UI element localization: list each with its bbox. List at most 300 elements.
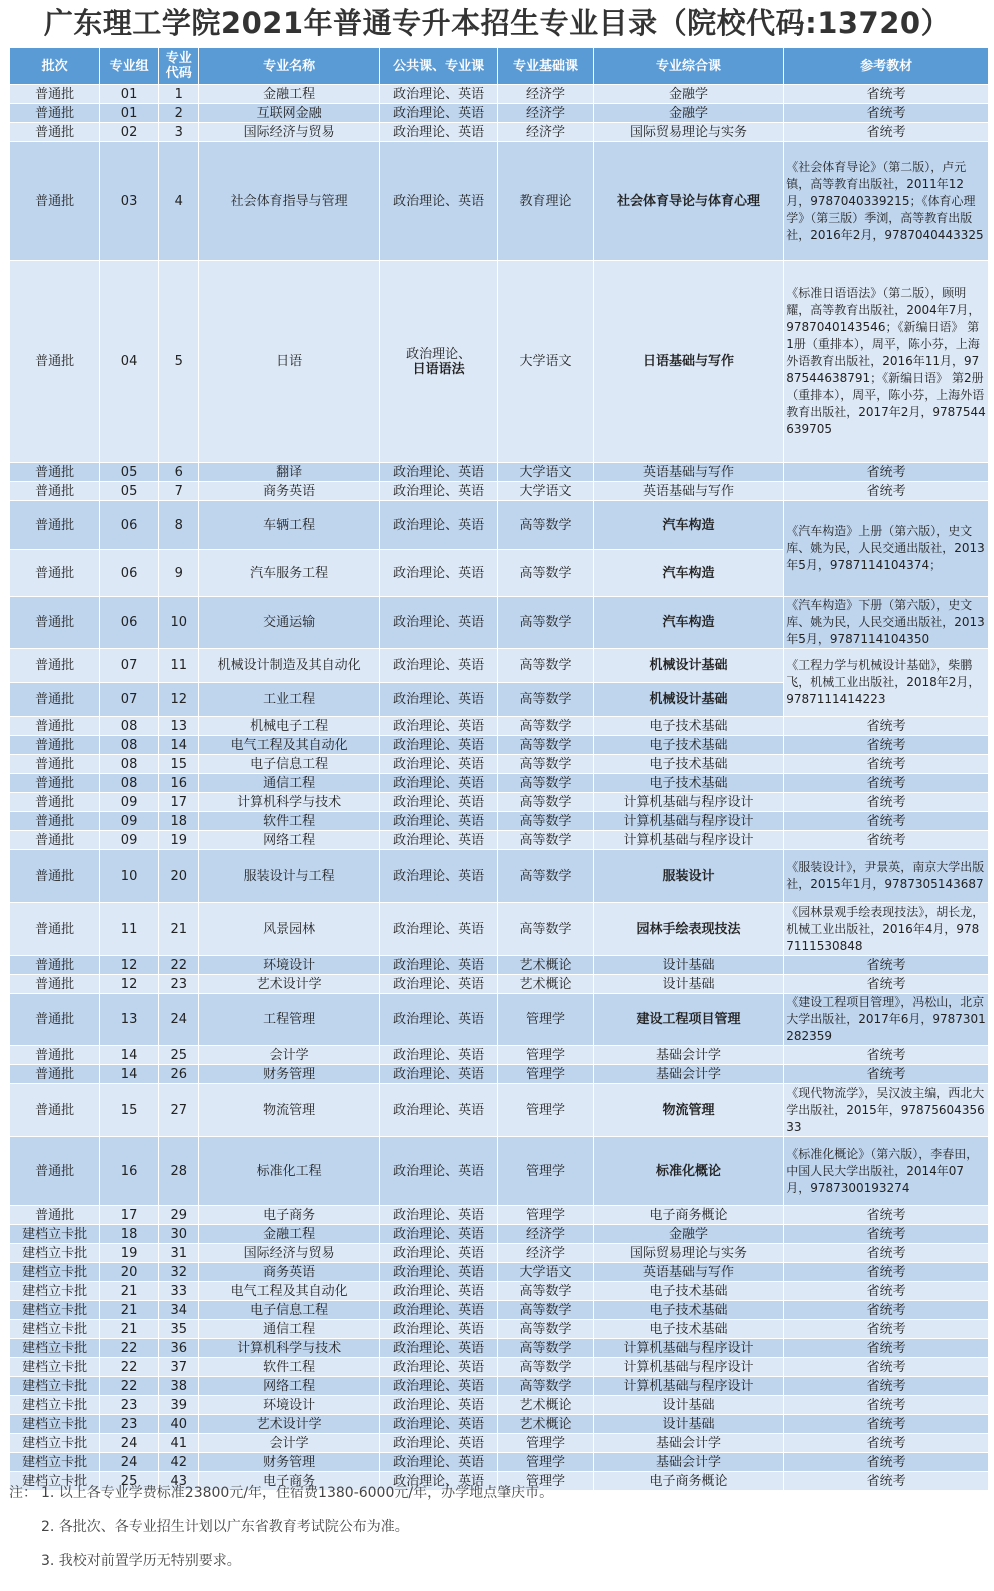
cell-comprehensive: 国际贸易理论与实务 (593, 123, 784, 142)
cell-public: 政治理论、英语 (379, 1225, 498, 1244)
note-prefix: 注： (9, 1485, 37, 1501)
cell-basic: 高等数学 (498, 812, 593, 831)
table-row (10, 1244, 989, 1263)
cell-code: 5 (158, 261, 199, 463)
cell-code: 34 (158, 1301, 199, 1320)
cell-comprehensive: 国际贸易理论与实务 (593, 1244, 784, 1263)
cell-name: 电子商务 (199, 1472, 379, 1491)
table-row (10, 1396, 989, 1415)
cell-comprehensive: 基础会计学 (593, 1065, 784, 1084)
cell-code: 9 (158, 550, 199, 597)
cell-batch: 普通批 (10, 597, 100, 649)
cell-textbook: 省统考 (784, 1358, 989, 1377)
header-code-label: 专业代码 (165, 51, 192, 81)
header-public: 公共课、专业课 (379, 48, 498, 85)
cell-batch: 普通批 (10, 975, 100, 994)
cell-public: 政治理论、英语 (379, 755, 498, 774)
cell-public: 政治理论、英语 (379, 994, 498, 1046)
cell-name: 金融工程 (199, 85, 379, 104)
cell-code: 2 (158, 104, 199, 123)
cell-public: 政治理论、英语 (379, 774, 498, 793)
table-row (10, 1415, 989, 1434)
cell-basic: 高等数学 (498, 736, 593, 755)
cell-group: 04 (100, 261, 159, 463)
cell-code: 17 (158, 793, 199, 812)
cell-comprehensive: 建设工程项目管理 (593, 994, 784, 1046)
cell-public: 政治理论、英语 (379, 1301, 498, 1320)
table-row (10, 831, 989, 850)
cell-name: 通信工程 (199, 1320, 379, 1339)
cell-public: 政治理论、英语 (379, 1282, 498, 1301)
cell-name: 车辆工程 (199, 501, 379, 550)
cell-name: 网络工程 (199, 1377, 379, 1396)
cell-name: 汽车服务工程 (199, 550, 379, 597)
cell-comprehensive: 日语基础与写作 (593, 261, 784, 463)
header-batch: 批次 (10, 48, 100, 85)
cell-textbook: 省统考 (784, 1225, 989, 1244)
cell-name: 工业工程 (199, 683, 379, 717)
header-code (158, 48, 199, 85)
cell-basic: 管理学 (498, 1137, 593, 1206)
cell-textbook: 省统考 (784, 736, 989, 755)
cell-group: 07 (100, 683, 159, 717)
cell-code: 27 (158, 1084, 199, 1137)
header-textbook: 参考教材 (784, 48, 989, 85)
table-row (10, 1453, 989, 1472)
cell-basic: 管理学 (498, 994, 593, 1046)
cell-batch: 普通批 (10, 1206, 100, 1225)
note-item: 1. 以上各专业学费标准23800元/年，住宿费1380-6000元/年，办学地点肇庆市。 (41, 1485, 554, 1501)
note-line (9, 1478, 989, 1512)
cell-batch: 建档立卡批 (10, 1282, 100, 1301)
cell-textbook: 省统考 (784, 755, 989, 774)
cell-name: 艺术设计学 (199, 1415, 379, 1434)
cell-group: 14 (100, 1046, 159, 1065)
cell-code: 7 (158, 482, 199, 501)
cell-name: 软件工程 (199, 812, 379, 831)
cell-comprehensive: 电子商务概论 (593, 1472, 784, 1491)
cell-code: 33 (158, 1282, 199, 1301)
cell-name: 物流管理 (199, 1084, 379, 1137)
cell-batch: 建档立卡批 (10, 1415, 100, 1434)
cell-name: 机械设计制造及其自动化 (199, 649, 379, 683)
cell-textbook: 省统考 (784, 1453, 989, 1472)
cell-public: 政治理论、英语 (379, 1453, 498, 1472)
table-row (10, 1377, 989, 1396)
cell-name: 工程管理 (199, 994, 379, 1046)
cell-basic: 高等数学 (498, 793, 593, 812)
cell-group: 09 (100, 812, 159, 831)
cell-public: 政治理论、英语 (379, 501, 498, 550)
cell-batch: 普通批 (10, 649, 100, 683)
cell-batch: 普通批 (10, 1065, 100, 1084)
note-item: 3. 我校对前置学历无特别要求。 (41, 1553, 241, 1569)
cell-name: 计算机科学与技术 (199, 793, 379, 812)
cell-comprehensive: 金融学 (593, 85, 784, 104)
cell-batch: 普通批 (10, 261, 100, 463)
cell-textbook: 省统考 (784, 1301, 989, 1320)
cell-batch: 普通批 (10, 774, 100, 793)
cell-textbook: 《汽车构造》上册（第六版），史文库、姚为民，人民交通出版社，2013年5月，9787114104374； (784, 501, 989, 597)
cell-group: 06 (100, 597, 159, 649)
cell-group: 15 (100, 1084, 159, 1137)
cell-comprehensive: 基础会计学 (593, 1046, 784, 1065)
table-row (10, 142, 989, 261)
note-item: 2. 各批次、各专业招生计划以广东省教育考试院公布为准。 (41, 1519, 409, 1535)
cell-textbook: 省统考 (784, 975, 989, 994)
cell-group: 18 (100, 1225, 159, 1244)
table-row (10, 1206, 989, 1225)
cell-code: 38 (158, 1377, 199, 1396)
cell-basic: 大学语文 (498, 463, 593, 482)
cell-name: 电子信息工程 (199, 1301, 379, 1320)
cell-group: 16 (100, 1137, 159, 1206)
cell-textbook: 《标准日语语法》（第二版），顾明耀，高等教育出版社，2004年7月，9787040143546；《新编日语》 第1册（重排本），周平，陈小芬，上海外语教育出版社，2016年11月，9787544638791；《新编日语》 第2册（重排本），周平，陈小芬，上海外语教育出版社，2017年2月，9787544639705 (784, 261, 989, 463)
cell-basic: 高等数学 (498, 1377, 593, 1396)
cell-comprehensive: 计算机基础与程序设计 (593, 793, 784, 812)
cell-code: 41 (158, 1434, 199, 1453)
cell-group: 06 (100, 550, 159, 597)
cell-name: 商务英语 (199, 1263, 379, 1282)
cell-public: 政治理论、英语 (379, 1263, 498, 1282)
cell-textbook: 《标准化概论》（第六版），李春田，中国人民大学出版社，2014年07月，9787300193274 (784, 1137, 989, 1206)
cell-name: 国际经济与贸易 (199, 123, 379, 142)
table-row (10, 501, 989, 550)
cell-code: 15 (158, 755, 199, 774)
cell-basic: 艺术概论 (498, 1396, 593, 1415)
cell-basic: 管理学 (498, 1046, 593, 1065)
cell-public: 政治理论、英语 (379, 1244, 498, 1263)
cell-public: 政治理论、英语 (379, 1358, 498, 1377)
cell-name: 风景园林 (199, 903, 379, 956)
table-row (10, 1358, 989, 1377)
cell-public: 政治理论、英语 (379, 683, 498, 717)
cell-basic: 经济学 (498, 1244, 593, 1263)
cell-basic: 高等数学 (498, 1282, 593, 1301)
cell-group: 03 (100, 142, 159, 261)
cell-public: 政治理论、英语 (379, 736, 498, 755)
cell-code: 18 (158, 812, 199, 831)
cell-basic: 管理学 (498, 1084, 593, 1137)
cell-basic: 高等数学 (498, 903, 593, 956)
cell-name: 翻译 (199, 463, 379, 482)
cell-comprehensive: 汽车构造 (593, 501, 784, 550)
cell-basic: 艺术概论 (498, 975, 593, 994)
cell-code: 14 (158, 736, 199, 755)
cell-basic: 高等数学 (498, 501, 593, 550)
table-row (10, 261, 989, 463)
table-row (10, 1282, 989, 1301)
cell-name: 艺术设计学 (199, 975, 379, 994)
cell-comprehensive: 服装设计 (593, 850, 784, 903)
cell-comprehensive: 电子技术基础 (593, 755, 784, 774)
table-row (10, 123, 989, 142)
cell-textbook: 省统考 (784, 1244, 989, 1263)
cell-batch: 普通批 (10, 831, 100, 850)
cell-textbook: 省统考 (784, 1396, 989, 1415)
header-group: 专业组 (100, 48, 159, 85)
cell-code: 28 (158, 1137, 199, 1206)
cell-name: 日语 (199, 261, 379, 463)
cell-comprehensive: 基础会计学 (593, 1434, 784, 1453)
cell-comprehensive: 电子技术基础 (593, 1301, 784, 1320)
cell-textbook: 省统考 (784, 1339, 989, 1358)
cell-textbook: 省统考 (784, 1472, 989, 1491)
cell-public: 政治理论、英语 (379, 123, 498, 142)
cell-group: 12 (100, 975, 159, 994)
cell-comprehensive: 计算机基础与程序设计 (593, 1339, 784, 1358)
cell-batch: 普通批 (10, 683, 100, 717)
cell-code: 1 (158, 85, 199, 104)
cell-code: 31 (158, 1244, 199, 1263)
cell-batch: 建档立卡批 (10, 1244, 100, 1263)
table-row (10, 975, 989, 994)
cell-name: 机械电子工程 (199, 717, 379, 736)
cell-basic: 大学语文 (498, 482, 593, 501)
page-title: 广东理工学院2021年普通专升本招生专业目录（院校代码:13720） (43, 6, 951, 40)
cell-batch: 普通批 (10, 994, 100, 1046)
cell-textbook: 省统考 (784, 1415, 989, 1434)
cell-basic: 高等数学 (498, 850, 593, 903)
cell-group: 06 (100, 501, 159, 550)
cell-batch: 建档立卡批 (10, 1396, 100, 1415)
cell-textbook: 《现代物流学》，吴汉波主编，西北大学出版社，2015年，9787560435633 (784, 1084, 989, 1137)
cell-group: 09 (100, 793, 159, 812)
cell-batch: 建档立卡批 (10, 1263, 100, 1282)
cell-basic: 高等数学 (498, 550, 593, 597)
cell-comprehensive: 电子技术基础 (593, 736, 784, 755)
cell-basic: 高等数学 (498, 774, 593, 793)
cell-public: 政治理论、英语 (379, 956, 498, 975)
cell-public: 政治理论、英语 (379, 903, 498, 956)
note-line (9, 1512, 989, 1546)
cell-group: 13 (100, 994, 159, 1046)
cell-textbook: 《服装设计》，尹景英，南京大学出版社，2015年1月，9787305143687 (784, 850, 989, 903)
cell-group: 14 (100, 1065, 159, 1084)
cell-comprehensive: 设计基础 (593, 975, 784, 994)
cell-group: 21 (100, 1301, 159, 1320)
cell-public: 政治理论、英语 (379, 812, 498, 831)
note-line (9, 1546, 989, 1580)
cell-textbook: 省统考 (784, 463, 989, 482)
cell-code: 40 (158, 1415, 199, 1434)
cell-group: 09 (100, 831, 159, 850)
cell-basic: 高等数学 (498, 1320, 593, 1339)
cell-basic: 经济学 (498, 104, 593, 123)
cell-comprehensive: 计算机基础与程序设计 (593, 831, 784, 850)
table-row (10, 956, 989, 975)
cell-textbook: 《社会体育导论》（第二版），卢元镇，高等教育出版社，2011年12月，9787040339215；《体育心理学》（第三版）季浏，高等教育出版社，2016年2月，9787040443325 (784, 142, 989, 261)
cell-code: 42 (158, 1453, 199, 1472)
cell-batch: 建档立卡批 (10, 1320, 100, 1339)
cell-public: 政治理论、英语 (379, 1206, 498, 1225)
table-row (10, 482, 989, 501)
cell-group: 05 (100, 463, 159, 482)
cell-batch: 建档立卡批 (10, 1377, 100, 1396)
cell-comprehensive: 电子技术基础 (593, 1282, 784, 1301)
cell-textbook: 省统考 (784, 812, 989, 831)
cell-group: 08 (100, 717, 159, 736)
cell-textbook: 省统考 (784, 1282, 989, 1301)
cell-code: 36 (158, 1339, 199, 1358)
cell-textbook: 省统考 (784, 1046, 989, 1065)
cell-comprehensive: 计算机基础与程序设计 (593, 1358, 784, 1377)
cell-name: 网络工程 (199, 831, 379, 850)
cell-code: 3 (158, 123, 199, 142)
cell-batch: 普通批 (10, 793, 100, 812)
table-row (10, 812, 989, 831)
cell-code: 4 (158, 142, 199, 261)
cell-batch: 普通批 (10, 1084, 100, 1137)
cell-public-line: 政治理论、 (406, 346, 472, 362)
cell-batch: 普通批 (10, 1137, 100, 1206)
cell-textbook: 省统考 (784, 1320, 989, 1339)
cell-public: 政治理论、英语 (379, 1084, 498, 1137)
cell-name: 会计学 (199, 1046, 379, 1065)
cell-textbook: 省统考 (784, 1263, 989, 1282)
cell-batch: 建档立卡批 (10, 1434, 100, 1453)
cell-public: 政治理论、英语 (379, 649, 498, 683)
cell-name: 商务英语 (199, 482, 379, 501)
cell-public: 政治理论、英语 (379, 1065, 498, 1084)
cell-batch: 建档立卡批 (10, 1225, 100, 1244)
cell-batch: 普通批 (10, 1046, 100, 1065)
cell-group: 22 (100, 1358, 159, 1377)
cell-comprehensive: 设计基础 (593, 1415, 784, 1434)
cell-public: 政治理论、英语 (379, 142, 498, 261)
cell-public: 政治理论、英语 (379, 975, 498, 994)
cell-batch: 普通批 (10, 501, 100, 550)
cell-code: 32 (158, 1263, 199, 1282)
cell-batch: 普通批 (10, 903, 100, 956)
cell-textbook: 省统考 (784, 774, 989, 793)
cell-comprehensive: 英语基础与写作 (593, 482, 784, 501)
cell-comprehensive: 物流管理 (593, 1084, 784, 1137)
cell-group: 23 (100, 1415, 159, 1434)
cell-comprehensive: 设计基础 (593, 956, 784, 975)
header-comprehensive: 专业综合课 (593, 48, 784, 85)
cell-comprehensive: 电子技术基础 (593, 717, 784, 736)
cell-name: 环境设计 (199, 1396, 379, 1415)
cell-comprehensive: 汽车构造 (593, 550, 784, 597)
cell-batch: 普通批 (10, 717, 100, 736)
cell-public: 政治理论、英语 (379, 1415, 498, 1434)
cell-batch: 普通批 (10, 736, 100, 755)
cell-textbook: 《建设工程项目管理》，冯松山，北京大学出版社，2017年6月，9787301282359 (784, 994, 989, 1046)
cell-public: 政治理论、英语 (379, 1434, 498, 1453)
cell-basic: 艺术概论 (498, 1415, 593, 1434)
cell-code: 20 (158, 850, 199, 903)
cell-public: 政治理论、英语 (379, 597, 498, 649)
cell-comprehensive: 机械设计基础 (593, 649, 784, 683)
cell-public-line: 日语语法 (412, 361, 465, 377)
cell-group: 21 (100, 1320, 159, 1339)
cell-basic: 高等数学 (498, 831, 593, 850)
cell-textbook: 《园林景观手绘表现技法》，胡长龙，机械工业出版社，2016年4月，9787111530848 (784, 903, 989, 956)
cell-public (379, 261, 498, 463)
cell-textbook: 省统考 (784, 482, 989, 501)
cell-code: 19 (158, 831, 199, 850)
cell-basic: 高等数学 (498, 717, 593, 736)
cell-public: 政治理论、英语 (379, 550, 498, 597)
table-row (10, 463, 989, 482)
cell-public: 政治理论、英语 (379, 1396, 498, 1415)
cell-textbook: 省统考 (784, 1377, 989, 1396)
cell-basic: 大学语文 (498, 261, 593, 463)
cell-comprehensive: 电子商务概论 (593, 1206, 784, 1225)
cell-name: 会计学 (199, 1434, 379, 1453)
cell-comprehensive: 电子技术基础 (593, 1320, 784, 1339)
cell-group: 11 (100, 903, 159, 956)
cell-name: 电气工程及其自动化 (199, 736, 379, 755)
cell-code: 22 (158, 956, 199, 975)
cell-comprehensive: 金融学 (593, 1225, 784, 1244)
cell-basic: 高等数学 (498, 597, 593, 649)
major-catalog-table (9, 47, 989, 1491)
cell-group: 01 (100, 104, 159, 123)
cell-basic: 高等数学 (498, 755, 593, 774)
cell-group: 17 (100, 1206, 159, 1225)
cell-basic: 教育理论 (498, 142, 593, 261)
cell-public: 政治理论、英语 (379, 1137, 498, 1206)
cell-public: 政治理论、英语 (379, 482, 498, 501)
cell-comprehensive: 标准化概论 (593, 1137, 784, 1206)
table-row (10, 774, 989, 793)
table-row (10, 1225, 989, 1244)
cell-name: 财务管理 (199, 1453, 379, 1472)
cell-basic: 管理学 (498, 1434, 593, 1453)
table-row (10, 649, 989, 683)
cell-textbook: 省统考 (784, 85, 989, 104)
table-row (10, 1137, 989, 1206)
cell-code: 24 (158, 994, 199, 1046)
cell-group: 20 (100, 1263, 159, 1282)
table-row (10, 85, 989, 104)
cell-comprehensive: 机械设计基础 (593, 683, 784, 717)
table-row (10, 736, 989, 755)
table-row (10, 717, 989, 736)
cell-comprehensive: 计算机基础与程序设计 (593, 1377, 784, 1396)
table-row (10, 597, 989, 649)
cell-name: 金融工程 (199, 1225, 379, 1244)
cell-public: 政治理论、英语 (379, 1339, 498, 1358)
table-row (10, 1263, 989, 1282)
cell-batch: 普通批 (10, 482, 100, 501)
cell-batch: 建档立卡批 (10, 1301, 100, 1320)
cell-public: 政治理论、英语 (379, 1320, 498, 1339)
cell-name: 财务管理 (199, 1065, 379, 1084)
cell-name: 电子信息工程 (199, 755, 379, 774)
table-header-row (10, 48, 989, 85)
notes-section (9, 1478, 989, 1580)
cell-group: 24 (100, 1453, 159, 1472)
cell-textbook: 省统考 (784, 717, 989, 736)
cell-basic: 高等数学 (498, 1339, 593, 1358)
cell-public: 政治理论、英语 (379, 850, 498, 903)
table-row (10, 1434, 989, 1453)
cell-code: 30 (158, 1225, 199, 1244)
cell-basic: 高等数学 (498, 683, 593, 717)
table-row (10, 1046, 989, 1065)
cell-name: 通信工程 (199, 774, 379, 793)
cell-textbook: 省统考 (784, 1065, 989, 1084)
table-row (10, 1065, 989, 1084)
cell-basic: 管理学 (498, 1472, 593, 1491)
cell-public: 政治理论、英语 (379, 85, 498, 104)
cell-comprehensive: 社会体育导论与体育心理 (593, 142, 784, 261)
cell-code: 10 (158, 597, 199, 649)
table-row (10, 1301, 989, 1320)
